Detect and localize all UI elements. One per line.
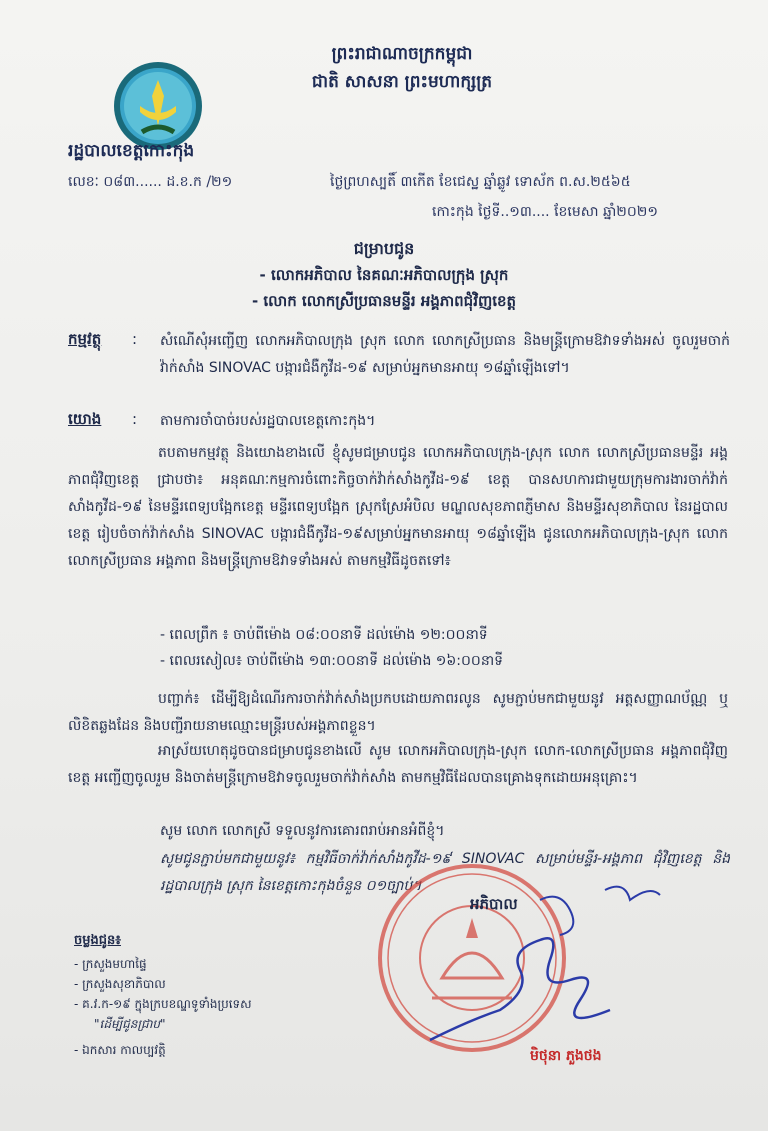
body-paragraph-1: តបតាមកម្មវត្ថុ និងយោងខាងលើ ខ្ញុំសូមជម្រាបជូន លោកអភិបាលក្រុង-ស្រុក លោក លោកស្រីប្រធានមន្ទីរ អង្គភាពជុំវិញខេត្ត ជ្រាបថា៖ អនុគណៈកម្មការចំពោះកិច្ចចាក់វ៉ាក់សាំងកូវីដ-១៩ ខេត្ត បានសហការជាមួយក្រុមការងារចាក់វ៉ាក់សាំងកូវីដ-១៩ នៃមន្ទីរពេទ្យបង្អែកខេត្ត មន្ទីរពេទ្យបង្អែក ស្រុកស្រែអំបិល មណ្ឌលសុខភាពភ្ញីមាស និងមន្ទីរសុខាភិបាល នៃរដ្ឋបាលខេត្ត រៀបចំចាក់វ៉ាក់សាំង SINOVAC បង្ការជំងឺកូវីដ-១៩សម្រាប់អ្នកមានអាយុ ១៨ឆ្នាំឡើង ជូនលោកអភិបាលក្រុង-ស្រុក លោក លោកស្រីប្រធាន អង្គភាព និងមន្ត្រីក្រោមឱវាទទាំងអស់ តាមកម្មវិធីដូចតទៅ៖ — [68, 445, 728, 569]
recipients-title: ជម្រាបជូន — [353, 239, 415, 258]
schedule-afternoon: - ពេលរសៀល៖ ចាប់ពីម៉ោង ១៣:០០នាទី ដល់ម៉ោង ១៦:០០នាទី — [160, 653, 504, 669]
subject-text: សំណើសុំអញ្ជើញ លោកអភិបាលក្រុង ស្រុក លោក លោកស្រីប្រធាន និងមន្ត្រីក្រោមឱវាទទាំងអស់ ចូលរួមចាក់វ៉ាក់សាំង SINOVAC បង្ការជំងឺកូវីដ-១៩ សម្រាប់អ្នកមានអាយុ ១៨ឆ្នាំឡើងទៅ។ — [160, 333, 730, 376]
solar-date: កោះកុង ថ្ងៃទី..១៣.... ខែមេសា ឆ្នាំ២០២១ — [432, 204, 658, 220]
signatory-title: អភិបាល — [470, 895, 518, 913]
signatory-name: មិថុនា ភួងថង — [530, 1048, 602, 1064]
reference-colon: : — [132, 410, 138, 428]
schedule-morning: - ពេលព្រឹក ៖ ចាប់ពីម៉ោង ០៨:០០នាទី ដល់ម៉ោង ១២:០០នាទី — [160, 627, 488, 643]
handwritten-signature-icon — [410, 880, 670, 1050]
subject-label: កម្មវត្ថុ — [68, 330, 102, 348]
closing-line: សូម លោក លោកស្រី ទទួលនូវការគោរពរាប់អានអំពីខ្ញុំ។ — [160, 823, 445, 839]
kingdom-line-1: ព្រះរាជាណាចក្រកម្ពុជា — [331, 44, 473, 64]
reference-text: តាមការចាំបាច់របស់រដ្ឋបាលខេត្តកោះកុង។ — [160, 413, 376, 429]
lunar-date: ថ្ងៃព្រហស្បតិ៍ ៣កើត ខែជេស្ឋ ឆ្នាំឆ្លូវ ទោស័ក ព.ស.២៥៦៥ — [330, 174, 631, 190]
issuing-authority: រដ្ឋបាលខេត្តកោះកុង — [68, 141, 195, 161]
note-paragraph: បញ្ជាក់៖ ដើម្បីឱ្យដំណើរការចាក់វ៉ាក់សាំងប្រកបដោយភាពរលូន សូមភ្ជាប់មកជាមួយនូវ អត្តសញ្ញាណប័ណ្ណ ឬលិខិតឆ្លងដែន និងបញ្ជីរាយនាមឈ្មោះមន្ត្រីរបស់អង្គភាពខ្លួន។ — [68, 691, 728, 734]
attachment-line: សូមជូនភ្ជាប់មកជាមួយនូវ៖ កម្មវិធីចាក់វ៉ាក់សាំងកូវីដ-១៩ SINOVAC សម្រាប់មន្ទីរ-អង្គភាព ជុំវិញខេត្ត និង រដ្ឋបាលក្រុង ស្រុក នៃខេត្តកោះកុងចំនួន ០១ច្បាប់។ — [160, 851, 730, 894]
ministry-logo-icon — [112, 60, 204, 152]
kingdom-header — [262, 40, 542, 96]
reference-label: យោង — [68, 410, 102, 428]
recipient-line-1: - លោកអភិបាល នៃគណៈអភិបាលក្រុង ស្រុក — [259, 266, 509, 284]
recipient-line-2: - លោក លោកស្រីប្រធានមន្ទីរ អង្គភាពជុំវិញខេត្ត — [251, 292, 517, 310]
copy-item: - ឯកសារ កាលប្បវត្តិ — [74, 1043, 166, 1057]
copy-item: - ក្រសួងមហាផ្ទៃ — [74, 957, 147, 971]
subject-colon: : — [132, 330, 138, 348]
kingdom-line-2: ជាតិ សាសនា ព្រះមហាក្សត្រ — [311, 72, 493, 92]
reference-number: លេខៈ ០៨៣...... ដ.ខ.ក /២១ — [68, 174, 233, 190]
copy-item: - គ.វ.ក-១៩ ក្នុងក្របខណ្ឌទូទាំងប្រទេស — [74, 997, 252, 1011]
copy-item: - ក្រសួងសុខាភិបាល — [74, 977, 166, 991]
copy-item-note: "ដើម្បីជូនជ្រាប" — [94, 1017, 166, 1031]
copies-title: ចម្លងជូន៖ — [74, 933, 121, 948]
body-paragraph-2: អាស្រ័យហេតុដូចបានជម្រាបជូនខាងលើ សូម លោកអភិបាលក្រុង-ស្រុក លោក-លោកស្រីប្រធាន អង្គភាពជុំវិញខេត្ត អញ្ជើញចូលរួម និងចាត់មន្ត្រីក្រោមឱវាទចូលរួមចាក់វ៉ាក់សាំង តាមកម្មវិធីដែលបានគ្រោងទុកដោយអនុគ្រោះ។ — [68, 743, 728, 786]
